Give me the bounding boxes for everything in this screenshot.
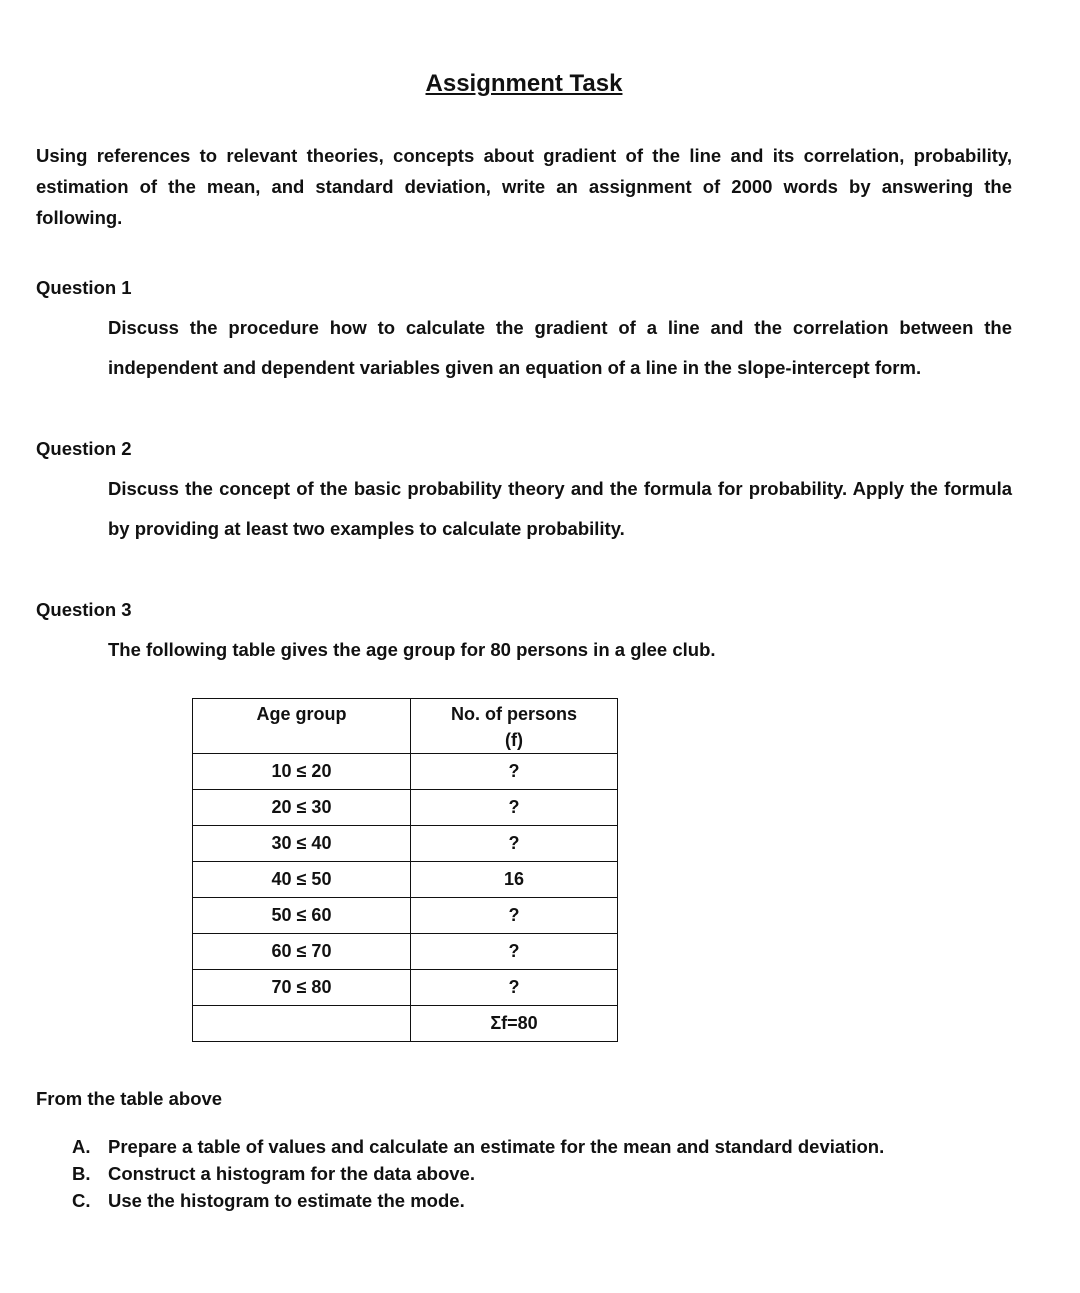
table-row: [193, 754, 618, 790]
task-marker: B.: [72, 1163, 91, 1184]
age-cell: 60 ≤ 70: [193, 934, 411, 970]
frequency-cell: ?: [411, 934, 618, 970]
list-item: [72, 1160, 884, 1187]
frequency-cell: 16: [411, 862, 618, 898]
age-cell: 40 ≤ 50: [193, 862, 411, 898]
question-2-body: Discuss the concept of the basic probability theory and the formula for probability. Apply the formula by providing at least two examples to calculate probability.: [108, 478, 1012, 539]
question-3-heading: Question 3: [36, 599, 132, 620]
task-marker: A.: [72, 1136, 91, 1157]
question-3-body: The following table gives the age group for 80 persons in a glee club.: [108, 639, 716, 660]
frequency-cell: ?: [411, 754, 618, 790]
table-row: [193, 826, 618, 862]
age-cell: 50 ≤ 60: [193, 898, 411, 934]
task-text: Use the histogram to estimate the mode.: [108, 1190, 465, 1211]
age-cell: 10 ≤ 20: [193, 754, 411, 790]
age-group-table: [192, 698, 618, 1042]
list-item: [72, 1133, 884, 1160]
from-table-text: From the table above: [36, 1088, 223, 1109]
question-1-heading: Question 1: [36, 277, 132, 298]
question-1-body: Discuss the procedure how to calculate the gradient of a line and the correlation between the independent and dependent variables given an equation of a line in the slope-intercept form.: [108, 317, 1012, 378]
total-cell: Σf=80: [411, 1006, 618, 1042]
persons-header-line2: (f): [505, 730, 523, 750]
table-row: [193, 898, 618, 934]
table-row: [193, 862, 618, 898]
age-cell: 30 ≤ 40: [193, 826, 411, 862]
table-row: [193, 934, 618, 970]
frequency-cell: ?: [411, 790, 618, 826]
question-2-heading: Question 2: [36, 438, 132, 459]
age-cell: 70 ≤ 80: [193, 970, 411, 1006]
persons-header: [411, 699, 618, 754]
page-title: Assignment Task: [425, 70, 623, 97]
intro-paragraph: Using references to relevant theories, concepts about gradient of the line and its correlation, probability, estimation of the mean, and standard deviation, write an assignment of 2000 words by answering the following.: [36, 145, 1012, 228]
table-row: [193, 970, 618, 1006]
task-text: Construct a histogram for the data above.: [108, 1163, 475, 1184]
total-label-cell: [193, 1006, 411, 1042]
table-header-row: [193, 699, 618, 754]
frequency-cell: ?: [411, 970, 618, 1006]
task-marker: C.: [72, 1190, 91, 1211]
list-item: [72, 1187, 884, 1214]
age-cell: 20 ≤ 30: [193, 790, 411, 826]
persons-header-line1: No. of persons: [450, 704, 577, 724]
table-total-row: [193, 1006, 618, 1042]
task-list: [72, 1133, 884, 1214]
age-group-header: Age group: [193, 699, 411, 754]
table-row: [193, 790, 618, 826]
frequency-cell: ?: [411, 826, 618, 862]
task-text: Prepare a table of values and calculate an estimate for the mean and standard deviation.: [108, 1136, 885, 1157]
frequency-cell: ?: [411, 898, 618, 934]
